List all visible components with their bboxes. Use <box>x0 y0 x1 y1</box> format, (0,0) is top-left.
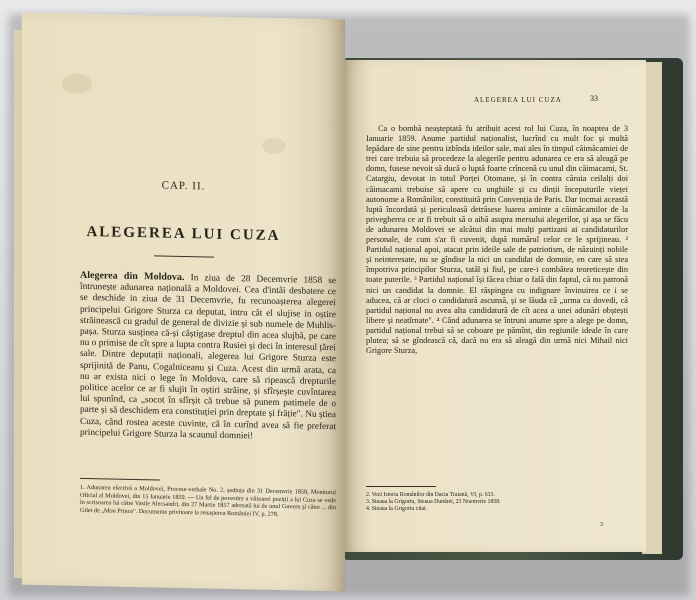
footnote-rule <box>366 486 436 487</box>
chapter-heading: CAP. II. <box>161 179 206 193</box>
footnote: 3. Steaua la Grigoriu, Steaua Dunărei, 23 Noemvrie 1858. <box>366 499 501 506</box>
paper-stain <box>262 138 286 155</box>
right-body-text <box>366 124 628 356</box>
chapter-title: ALEGEREA LUI CUZA <box>86 223 281 245</box>
page-number: 33 <box>590 94 598 103</box>
running-head: ALEGEREA LUI CUZA <box>474 96 562 104</box>
left-footnote: 1. Adunarea electivă a Moldovei, Procese-verbale No. 2, ședința din 31 Decemvrie 1858, Monitorul Oficial al Moldovei, din 15 Ianuarie 1859. — Un fel de povestire a viitoarei poziții a lui Cuza se vede în scrisoarea lui către Vasile Alecsandri, din 27 Martie 1857 adresată lui de unul Guvern și către ... din Gilet de „Mon Prince". Documente privitoare la renașterea României IV, p. 278. <box>80 483 336 518</box>
right-page <box>344 60 646 552</box>
left-body-text <box>80 270 336 444</box>
footnote-rule <box>80 478 160 481</box>
left-page <box>22 13 345 592</box>
footnote: 2. Vezi Istoria Românilor din Dacia Traiană, VI, p. 633. <box>366 492 495 498</box>
right-footnotes <box>366 492 628 514</box>
section-lead: Alegerea din Moldova. <box>80 269 185 284</box>
title-rule <box>154 255 214 257</box>
paragraph: Ca o bombă neașteptată fu atribuit acest rol lui Cuza, în noaptea de 3 Ianuarie 1859. Anume partidul naționalist, lucrînd cu mult foc și multă lepădare de sine pentru izbînda ideilor sale, mai ales în timpul căimăcamiei de trei care trebuia să procedeze la alegerile pentru adunarea ce era să aleagă pe domn, fusese nevoit să ducă o luptă foarte crîncenă cu unul din căimacami, St. Catargiu, devotat in totul Porței Otomane, și în contra căruia ceilalți doi căimacami trebuise să apere cu unghiile și cu dinții începuturile vieței autonome a Românilor, constituită prin Convenția de Paris. Dar tocmai această luptă încordată și periculoasă detrăsese luarea aminte a căimăcamilor de la privegherea ce ar fi trebuit să o aibă asupra mersului alegerilor, și așa se făcu de adunarea Moldovei se alcătui din mai mulți partizani ai candidaturilor personale, de cum s'ar fi cuvenit, după numărul celor ce le sprijineau. ² Partidul național apoi, atacat prin ideile sale de patriotism, de năzuinți nobile și neinteresate, nu se gîndise la nici un candidat de domnie, en care să stea împotriva principilor Sturza, tatăl și fiul, pe care-i combătea teoreticește din toate puterile. ³ Partidul național își făcea chiar o fală din faptul, că nu patronă nici un candidat la domnie. El răspingea cu indignare învinuirea ce i se aducea, că ar cloci o candidatură ascunsă, și se lăuda că „urma ca dovedi, că partidul național nu avea alta candidatură de cît acea a unei adunări obștești libere și neatîrnate". ⁴ Când adunarea se întruni anume spre a alege pe domn, partidul național trebui să se coboare pe pămînt, din regiunile ideale în care plutea; să se gîndească că, dacă nu era să aleagă din urmă nici Mihail nici Grigore Sturza, <box>366 124 628 356</box>
footnote: 4. Steaua la Grigoriu citat. <box>366 506 428 513</box>
paper-stain <box>62 73 92 94</box>
left-body: In ziua de 28 Decemvrie 1858 se întrunește adunarea națională a Moldovei. Cea d'intâi desbatere ce se deschide in ziua de 31 Decemvrie, fu recunoașterea alegerei principelui Grigore Sturza ca deputat, intru cât el slujise in oștire străinească cu gradul de general de divizie și sub numele de Muhlis-pașa. Sturza susținea că-și câștigase dreptul din acea slujbă, pe care nu o primise de cît spre a lupta contra Rusiei și deci în interesul țărei sale. Dintre deputații naționali, alegerea lui Grigore Sturza este sprijinită de Panu, Cogalniceanu și Cuza. Acest din urmă arata, ca nu ar exista nici o lege în Moldova, care să ripească drepturile politice acelor ce ar fi slujit în oștiri străine, și sfîrșește cuvîntarea lui spunînd, ca „socot în sfîrșit că trebue să punem patimele de o parte și să deschidem era constituției prin dreptate și frăție". Nu știea Cuza, când rostea aceste cuvinte, că în curînd avea să fie preferat principelui Grigore Sturza la scaunul domniei! <box>80 273 336 442</box>
signature-mark: 3 <box>600 522 603 528</box>
